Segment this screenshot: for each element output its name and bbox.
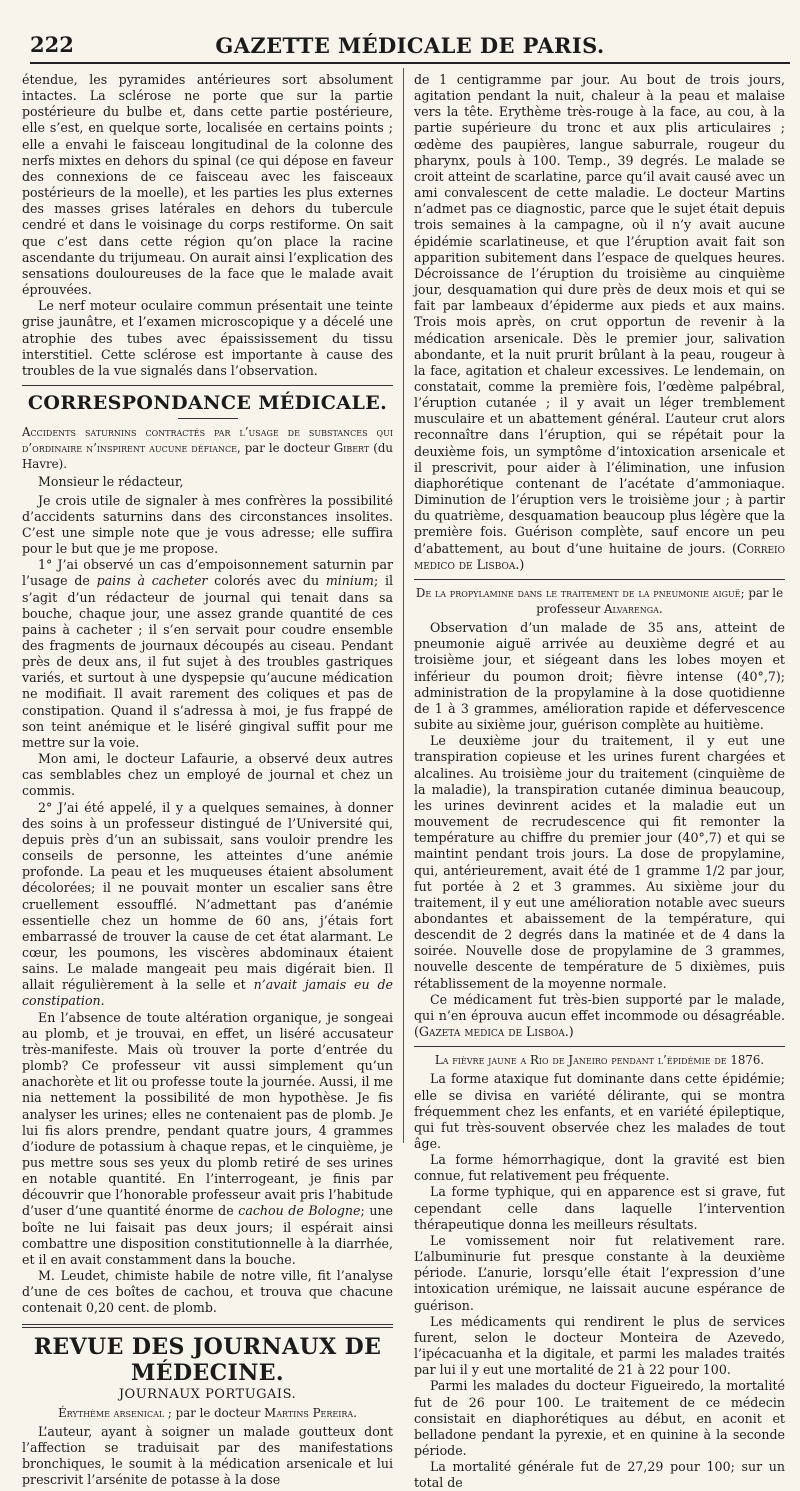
- fievre-paragraph: Parmi les malades du docteur Figueiredo, la mortalité fut de 26 pour 100. Le traitement de ce médecin consistait en diaphorétiques au début, en aconit et belladone pendant la pyrexie, et en quinine à la seconde période.: [414, 1378, 785, 1458]
- text-run: .): [515, 556, 525, 572]
- propylamine-paragraph: Le deuxième jour du traitement, il y eut une transpiration copieuse et les urines furent chargées et alcalines. Au troisième jour du traitement (cinquième de la maladie), la transpiration cutanée diminua beaucoup, les urines devinrent acides et la maladie eut un mouvement de recrudescence qui fit remonter la température au chiffre du premier jour (40°,7) et qui se maintint pendant trois jours. La dose de propylamine, qui, antérieurement, avait été de 1 gramme 1/2 par jour, fut portée à 2 et 3 grammes. Au sixième jour du traitement, il y eut une amélioration notable avec sueurs abondantes et abaissement de la température, qui descendit de 2 degrés dans la matinée et de 4 dans la soirée. Nouvelle dose de propylamine de 3 grammes, nouvelle descente de température de 5 dixièmes, puis rétablissement de la moyenne normale.: [414, 733, 785, 991]
- italic-run: minium: [325, 573, 374, 589]
- fievre-paragraph: La forme hémorrhagique, dont la gravité est bien connue, fut relativement peu fréquente.: [414, 1152, 785, 1184]
- page-header: [30, 30, 790, 64]
- text-run: 1° J’ai observé un cas d’empoisonnement saturnin par l’usage de: [22, 557, 393, 589]
- section-divider: [414, 579, 785, 580]
- italic-run: cachou de Bologne: [238, 1203, 361, 1219]
- propylamine-paragraph: Observation d’un malade de 35 ans, atteint de pneumonie aiguë arrivée au deuxième degré et au troisième jour, et siégeant dans les lobes moyen et inférieur du poumon droit; fièvre intense (40°,7); administration de la propylamine à la dose quotidienne de 1 à 3 grammes, amélioration rapide et défervescence subite au sixième jour, guérison complète au huitième.: [414, 620, 785, 733]
- correspondance-paragraph: M. Leudet, chimiste habile de notre ville, fit l’analyse d’une de ces boîtes de cachou, et trouva que chacune contenait 0,20 cent. de plomb.: [22, 1268, 393, 1316]
- text-run: En l’absence de toute altération organique, je songeai au plomb, et je trouvai, en effet, un liséré accusateur très-manifeste. Mais où trouver la porte d’entrée du plomb? Ce professeur vit aussi simplement qu’un anachorète et lit ou professe toute la journée. Aussi, il me nia nettement la possibilité de mon hypothèse. Je fis analyser les urines; elles ne contenaient pas de plomb. Je lui fis alors prendre, pendant quatre jours, 4 grammes d’iodure de potassium à chaque repas, et le cinquième, je pus mettre sous ses yeux du plomb retiré de ses urines en notable quantité. En l’interrogeant, je finis par découvrir que l’honorable professeur avait pris l’habitude d’user d’une quantité énorme de: [22, 1009, 393, 1219]
- italic-run: n’avait jamais eu de constipation.: [22, 977, 394, 1009]
- intro-paragraph: Le nerf moteur oculaire commun présentait une teinte grise jaunâtre, et l’examen microscopique y a décelé une atrophie des tubes avec épaississement du tissu interstitiel. Cette sclérose est importante à cause des troubles de la vue signalés dans l’observation.: [22, 298, 393, 378]
- correspondance-paragraph: Je crois utile de signaler à mes confrères la possibilité d’accidents saturnins dans des circonstances insolites. C’est une simple note que je vous adresse; elle suffira pour le but que je me propose.: [22, 492, 393, 557]
- fievre-paragraph: La forme ataxique fut dominante dans cette épidémie; elle se divisa en variété délirante, qui se montra fréquemment chez les enfants, et en variété épileptique, qui fut très-souvent observée chez les malades de tout âge.: [414, 1071, 785, 1151]
- section-divider: [22, 385, 393, 386]
- title-caps: De la propylamine dans le traitement de la pneumonie aiguë: [415, 585, 741, 600]
- journal-title: GAZETTE MÉDICALE DE PARIS.: [215, 33, 605, 58]
- continued-paragraph: [414, 72, 785, 573]
- source-citation: Gazeta medica de Lisboa: [418, 1024, 565, 1040]
- intro-paragraph: étendue, les pyramides antérieures sort absolument intactes. La sclérose ne porte que sur la partie postérieure du bulbe et, dans cette partie postérieure, elle s’est, en quelque sorte, localisée en certains points ; elle a envahi le faisceau longitudinal de la colonne des nerfs mixtes en dehors du spinal (ce qui dépose en faveur des connexions de ce faisceau avec les faisceaux postérieurs de la moelle), et les parties les plus externes des masses grises latérales en dehors du tubercule cendré et dans le voisinage du corps restiforme. On sait que c’est dans cette région qu’on place la racine ascendante du trijumeau. On aurait ainsi l’explication des sensations douloureuses de la face que le malade avait éprouvées.: [22, 72, 393, 298]
- fievre-paragraph: Les médicaments qui rendirent le plus de services furent, selon le docteur Monteira de Azevedo, l’ipécacuanha et la digitale, et parmi les malades traités par lui il y eut une mortalité de 21 à 22 pour 100.: [414, 1313, 785, 1378]
- text-run: ; une boîte ne lui faisait pas deux jours; il espérait ainsi combattre une disposition constitutionnelle à la diarrhée, et il en avait constamment dans la bouche.: [22, 1203, 394, 1267]
- propylamine-paragraph: [414, 992, 785, 1040]
- text-run: .): [564, 1024, 574, 1040]
- article-author: Martins Pereira: [264, 1405, 354, 1420]
- lead-rest: par le docteur: [240, 441, 334, 456]
- article-title-end: .: [353, 1405, 357, 1420]
- fievre-paragraph: Le vomissement noir fut relativement rare. L’albuminurie fut presque constante à la deuxième période. L’anurie, lorsqu’elle était l’expression d’une intoxication urémique, ne laissait aucune espérance de guérison.: [414, 1232, 785, 1313]
- article-title: [22, 1405, 393, 1421]
- page-number: 222: [30, 32, 74, 57]
- correspondance-paragraph: [22, 1010, 393, 1269]
- source-citation: Correio medico de Lisboa: [414, 540, 785, 572]
- section-divider: [22, 1324, 393, 1328]
- salutation: Monsieur le rédacteur,: [38, 474, 184, 490]
- lead-caps: Accidents saturnins contractés par l’usage de substances qui d’ordinaire n’inspirent aucune défiance,: [22, 424, 393, 456]
- title-divider: [178, 418, 238, 419]
- italic-run: pains à cacheter: [96, 573, 208, 589]
- title-author: Alvarenga: [604, 602, 659, 616]
- correspondance-title: CORRESPONDANCE MÉDICALE.: [27, 391, 388, 414]
- section-divider: [414, 1046, 785, 1047]
- title-rest: ; par le professeur: [536, 585, 784, 616]
- text-run: 2° J’ai été appelé, il y a quelques semaines, à donner des soins à un professeur distingué de l’Université qui, depuis près d’un an subissait, sans vouloir prendre les conseils de personne, les atteintes d’une anémie profonde. La peau et les muqueuses étaient absolument décolorées; il ne pouvait monter un escalier sans être cruellement essoufflé. N’admettant pas d’anémie essentielle chez un homme de 60 ans, j’étais fort embarrassé de trouver la cause de cet état alarmant. Le cœur, les poumons, les viscères abdominaux étaient sains. Le malade mangeait peu mais digérait bien. Il allait régulièrement à la selle et: [22, 799, 393, 993]
- fievre-title: La fièvre jaune a Rio de Janeiro pendant l’épidémie de 1876.: [434, 1053, 765, 1068]
- fievre-paragraph: La forme typhique, qui en apparence est si grave, fut cependant celle dans laquelle l’intervention thérapeutique donna les meilleurs résultats.: [414, 1184, 785, 1232]
- lead-place: (du Havre).: [22, 441, 393, 472]
- revue-paragraph: L’auteur, ayant à soigner un malade goutteux dont l’affection se traduisait par des manifestations bronchiques, le soumit à la médication arsenicale et lui prescrivit l’arsénite de potasse à la dose: [22, 1423, 393, 1488]
- lead-author: Gibert: [333, 441, 370, 456]
- fievre-paragraph: La mortalité générale fut de 27,29 pour 100; sur un total de: [414, 1459, 785, 1491]
- correspondance-paragraph: [22, 800, 393, 1010]
- title-end: .: [658, 602, 663, 616]
- right-column: [414, 72, 785, 1491]
- correspondance-paragraph: Mon ami, le docteur Lafaurie, a observé deux autres cas semblables chez un employé de journal et chez un commis.: [22, 751, 393, 799]
- correspondance-paragraph: [22, 557, 393, 751]
- article-title-caps: Érythème arsenical: [58, 1405, 165, 1420]
- text-run: Ce médicament fut très-bien supporté par le malade, qui n’en éprouva aucun effet incommode ou désagréable. (: [414, 991, 785, 1040]
- article-title-mid: ; par le docteur: [164, 1405, 265, 1420]
- left-column: [22, 72, 394, 1488]
- revue-title: REVUE DES JOURNAUX DE MÉDECINE.: [33, 1333, 382, 1386]
- column-divider: [403, 68, 404, 1143]
- propylamine-title: [414, 585, 785, 617]
- revue-subtitle: JOURNAUX PORTUGAIS.: [118, 1386, 297, 1402]
- text-run: de 1 centigramme par jour. Au bout de trois jours, agitation pendant la nuit, chaleur à la peau et malaise vers la tête. Erythème très-rouge à la face, au cou, à la partie supérieure du tronc et aux plis articulaires ; œdème des paupières, langue saburrale, rougeur du pharynx, pouls à 100. Temp., 39 degrés. Le malade se croit atteint de scarlatine, parce qu’il avait causé avec un ami convalescent de cette maladie. Le docteur Martins n’admet pas ce diagnostic, parce que le sujet était depuis trois semaines à la campagne, où il n’y avait aucune épidémie scarlatineuse, et que l’éruption avait fait son apparition subitement dans l’espace de quelques heures. Décroissance de l’éruption du troisième au cinquième jour, desquamation qui dure près de deux mois et qui se fait par lambeaux d’épiderme aux pieds et aux mains. Trois mois après, on crut opportun de revenir à la médication arsenicale. Dès le premier jour, salivation abondante, et la nuit prurit brûlant à la peau, rougeur à la face, agitation et chaleur excessives. Le lendemain, on constatait, comme la première fois, l’œdème palpébral, l’éruption cutanée ; il y avait un léger tremblement musculaire et un abattement général. L’auteur crut alors reconnaître dans l’éruption, qui se répétait pour la deuxième fois, un symptôme d’intoxication arsenicale et il prescrivit, pour aider à l’élimination, une infusion diaphorétique contenant de l’acétate d’ammoniaque. Diminution de l’éruption vers le troisième jour ; à partir du quatrième, desquamation beaucoup plus légère que la première fois. Guérison complète, sauf encore un peu d’abattement, au bout d’une huitaine de jours. (: [414, 72, 785, 556]
- correspondance-lead: [22, 424, 393, 472]
- text-run: ; il s’agit d’un rédacteur de journal qui tenait dans sa bouche, chaque jour, une assez grande quantité de ces pains à cacheter ; il s’en servait pour coudre ensemble des fragments de journaux découpés au ciseau. Pendant près de deux ans, il fut sujet à des troubles gastriques variés, et surtout à une dyspepsie qu’aucune médication ne modifiait. Il avait rarement des coliques et pas de constipation. Quand il s’adressa à moi, je fus frappé de son teint anémique et le liséré gingival suffit pour me mettre sur la voie.: [22, 573, 394, 750]
- text-run: colorés avec du: [207, 573, 326, 589]
